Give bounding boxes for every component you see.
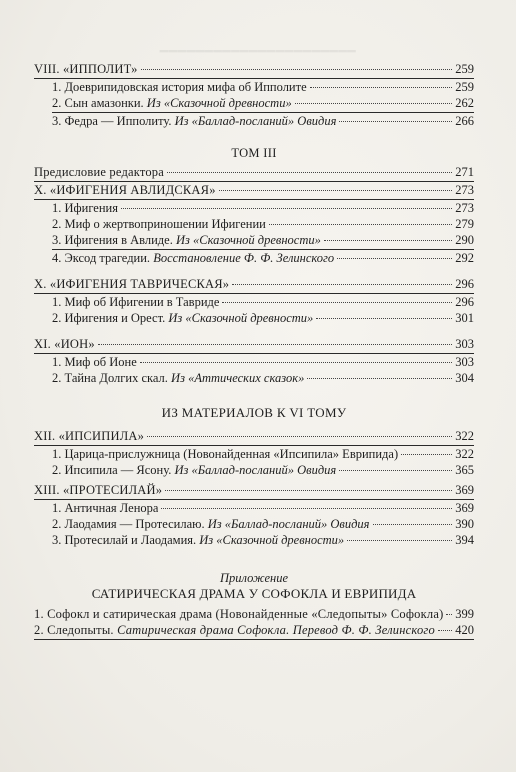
materials-heading: ИЗ МАТЕРИАЛОВ К VI ТОМУ — [161, 405, 347, 420]
toc-section-x-aulis[interactable]: X. «ИФИГЕНИЯ АВЛИДСКАЯ» 273 — [34, 183, 474, 197]
toc-item[interactable]: 4. Эксод трагедии. Восстановление Ф. Ф. Зелинского 292 — [52, 251, 474, 265]
toc-item[interactable]: 2. Ифигения и Орест. Из «Сказочной древности» 301 — [52, 311, 474, 325]
toc-item[interactable]: 2. Сын амазонки. Из «Сказочной древности» 262 — [52, 96, 474, 110]
toc-item[interactable]: 3. Протесилай и Лаодамия. Из «Сказочной древности» 394 — [52, 533, 474, 547]
toc-item[interactable]: 1. Царица-прислужница (Новонайденная «Ипсипила» Еврипида) 322 — [52, 447, 474, 461]
toc-section-xi[interactable]: XI. «ИОН» 303 — [34, 337, 474, 351]
toc-section-xiii[interactable]: XIII. «ПРОТЕСИЛАЙ» 369 — [34, 483, 474, 497]
toc-section-xii[interactable]: XII. «ИПСИПИЛА» 322 — [34, 429, 474, 443]
toc-item[interactable]: 3. Федра — Ипполиту. Из «Баллад-посланий» Овидия 266 — [52, 114, 474, 128]
toc-appendix-item[interactable]: 1. Софокл и сатирическая драма (Новонайденные «Следопыты» Софокла) 399 — [34, 607, 474, 621]
bleed-through-text: ━━━━━━━━━━━━━━━━━━━━━━ — [159, 45, 357, 60]
toc-item[interactable]: 2. Лаодамия — Протесилаю. Из «Баллад-посланий» Овидия 390 — [52, 517, 474, 531]
toc-appendix-item[interactable]: 2. Следопыты. Сатирическая драма Софокла. Перевод Ф. Ф. Зелинского 420 — [34, 623, 474, 637]
appendix-title: САТИРИЧЕСКАЯ ДРАМА У СОФОКЛА И ЕВРИПИДА — [91, 586, 417, 601]
toc-item[interactable]: 3. Ифигения в Авлиде. Из «Сказочной древности» 290 — [52, 233, 474, 247]
toc-item[interactable]: 1. Ифигения 273 — [52, 201, 474, 215]
toc-item[interactable]: 2. Миф о жертвоприношении Ифигении 279 — [52, 217, 474, 231]
appendix-label: Приложение — [219, 571, 289, 585]
toc-section-x-tauris[interactable]: X. «ИФИГЕНИЯ ТАВРИЧЕСКАЯ» 296 — [34, 277, 474, 291]
toc-item[interactable]: 1. Доеврипидовская история мифа об Ипполите 259 — [52, 80, 474, 94]
toc-preface[interactable]: Предисловие редактора 271 — [34, 165, 474, 179]
toc-section-viii[interactable]: VIII. «ИППОЛИТ» 259 — [34, 62, 474, 76]
toc-item[interactable]: 1. Миф об Ионе 303 — [52, 355, 474, 369]
table-of-contents — [34, 62, 474, 641]
volume-heading: ТОМ III — [231, 146, 277, 160]
toc-item[interactable]: 2. Тайна Долгих скал. Из «Аттических сказок» 304 — [52, 371, 474, 385]
toc-item[interactable]: 1. Миф об Ифигении в Тавриде 296 — [52, 295, 474, 309]
toc-item[interactable]: 2. Ипсипила — Ясону. Из «Баллад-посланий» Овидия 365 — [52, 463, 474, 477]
toc-item[interactable]: 1. Античная Ленора 369 — [52, 501, 474, 515]
